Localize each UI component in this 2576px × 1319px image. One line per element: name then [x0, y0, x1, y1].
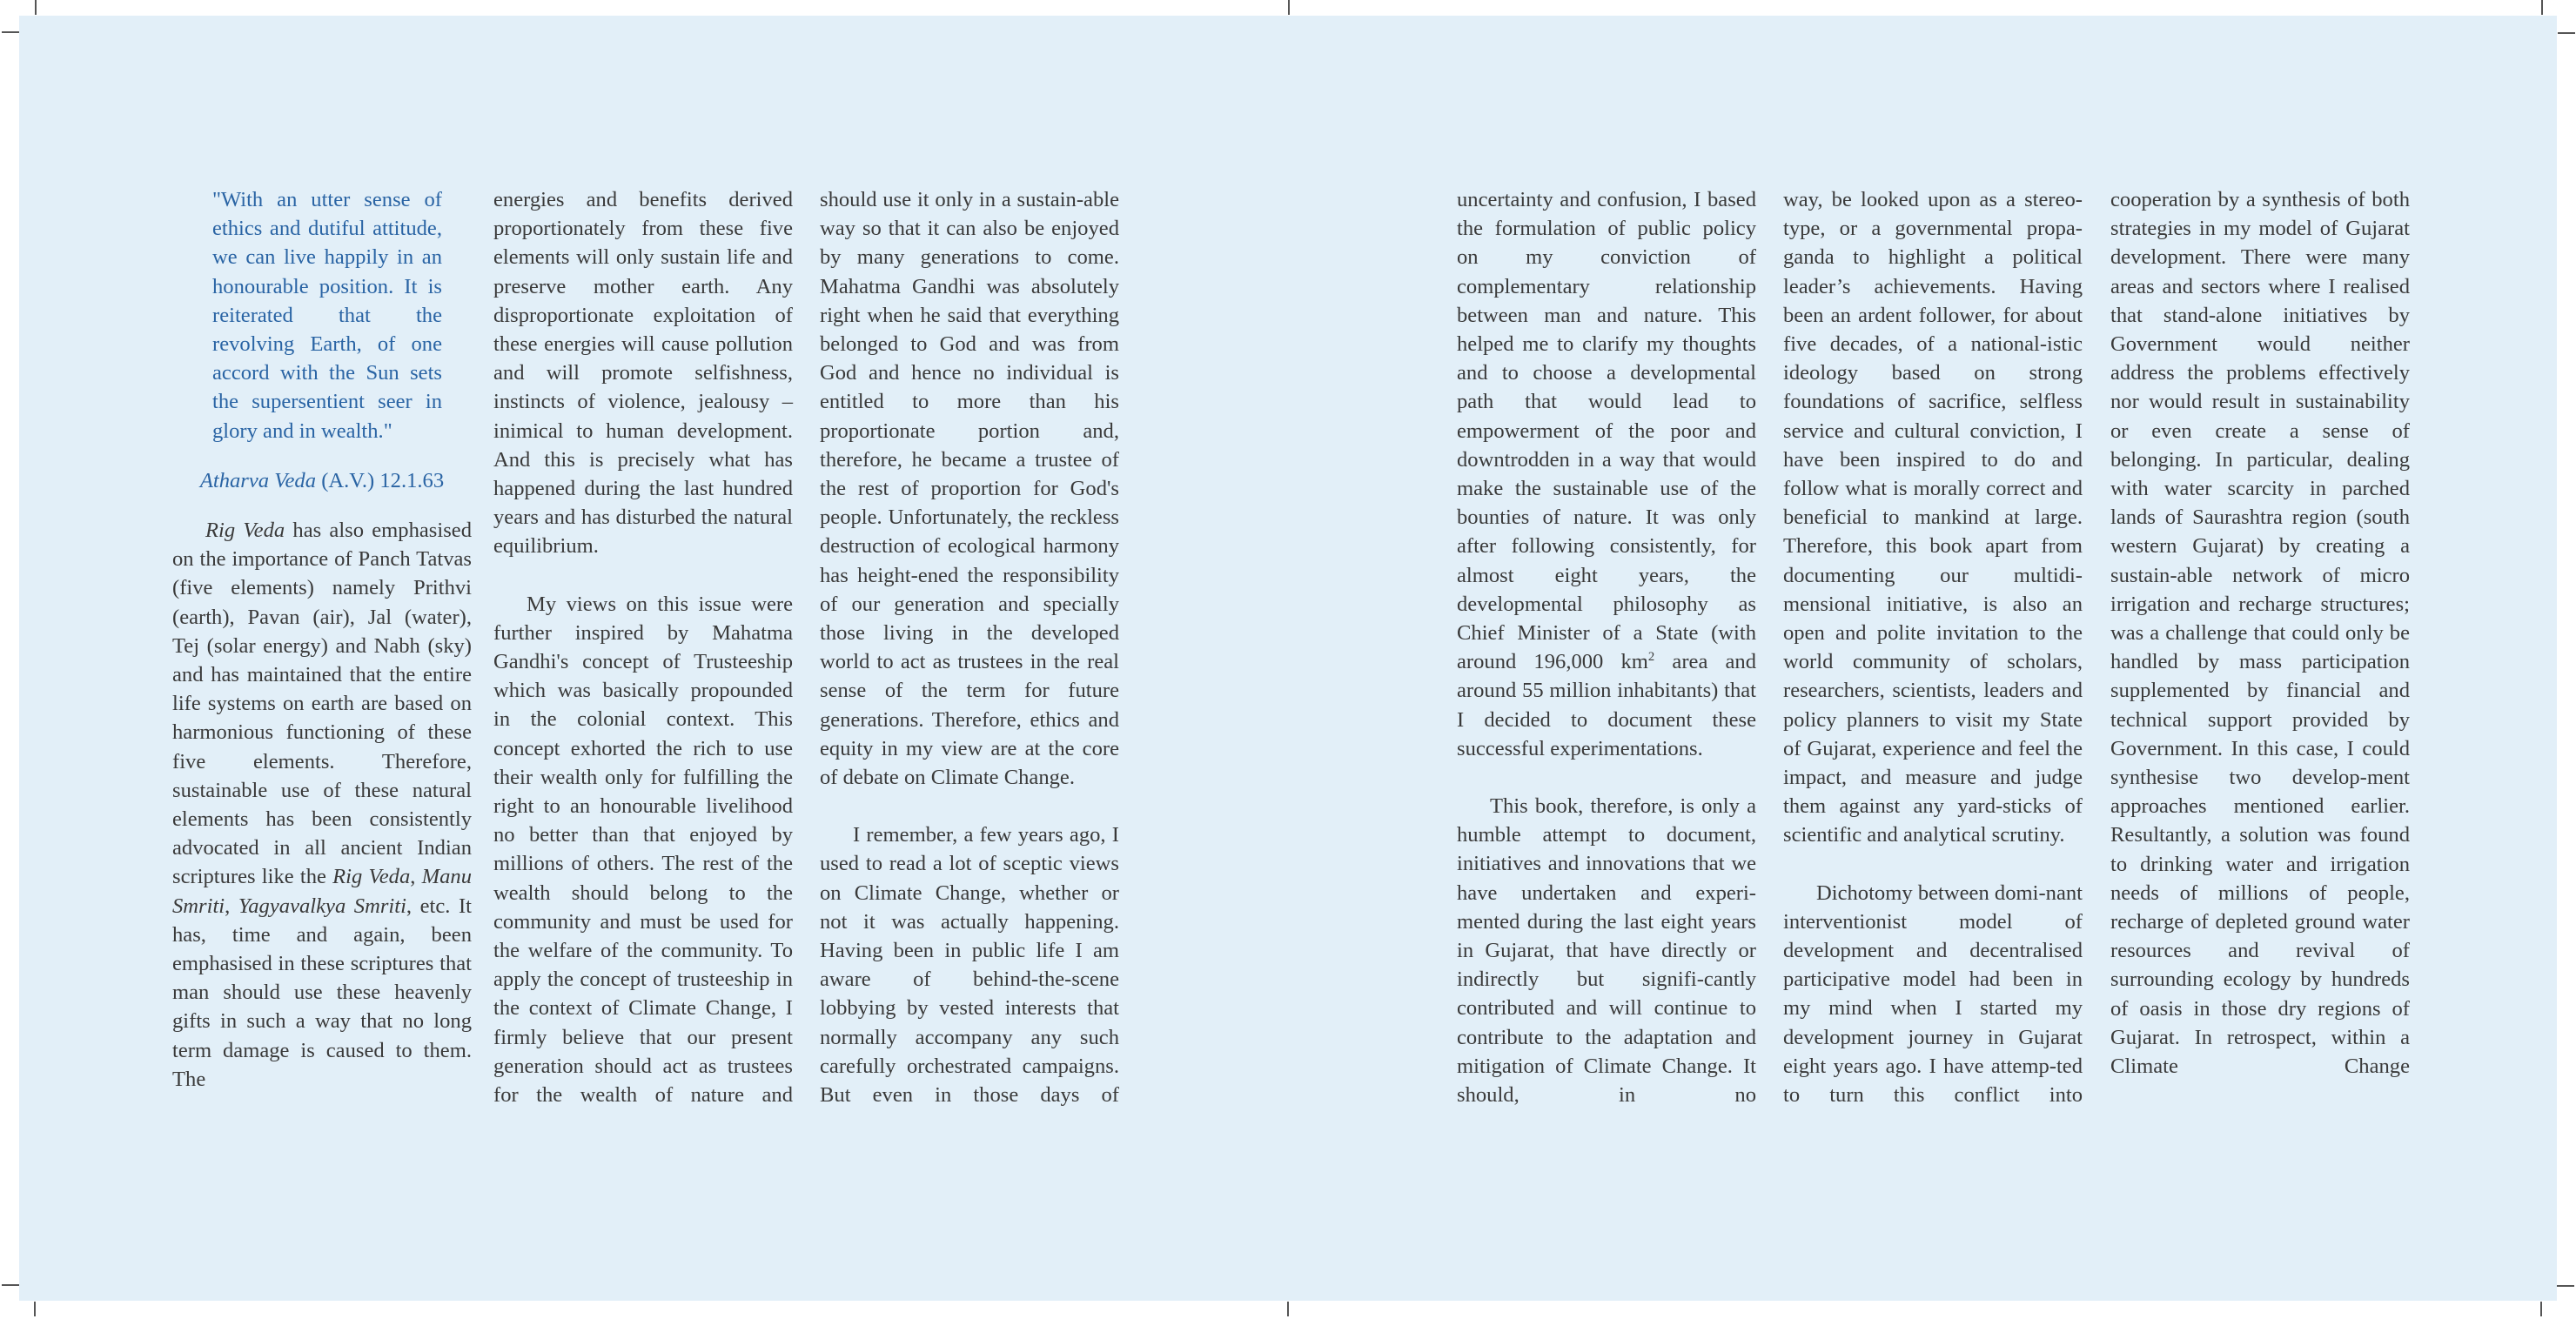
crop-mark-bottom-left-horizontal: [2, 1284, 19, 1286]
paragraph: [172, 516, 472, 1094]
italic-term: Rig Veda: [332, 865, 411, 889]
paragraph: I remember, a few years ago, I used to read a lot of sceptic views on Climate Change, whether or not it was actually happening. Having been in public life I am aware of behind-the-scene lobbying by vested interests that normally accompany any such carefully orchestrated campaigns. But even in those days of: [820, 823, 1119, 1108]
right-page-column-3: [2110, 185, 2410, 1081]
quote-source-ref: (A.V.) 12.1.63: [321, 468, 445, 492]
paragraph: [1457, 185, 1756, 763]
right-page-column-2: [1783, 185, 2083, 1109]
crop-mark-top-right-horizontal: [2558, 32, 2575, 34]
italic-term: Manu Smriti: [172, 865, 473, 918]
superscript: 2: [1647, 650, 1655, 665]
paragraph: way, be looked upon as a stereo-type, or a governmental propa-ganda to highlight a political leader’s achievements. Having been an ardent follower, for about five decades, of a national-istic ideology based on strong foundations of sacrifice, selfless service and cultural conviction, I have been inspired to do and follow what is morally correct and beneficial to mankind at large. Therefore, this book apart from documenting our multidi-mensional initiative, is also an open and polite invitation to the world community of scholars, researchers, scientists, leaders and policy planners to visit my State of Gujarat, experience and feel the impact, and measure and judge them against any yard-sticks of scientific and analytical scrutiny.: [1783, 188, 2083, 847]
crop-mark-top-center: [1288, 0, 1290, 15]
crop-mark-top-left-vertical: [35, 0, 37, 15]
crop-mark-bottom-right-horizontal: [2557, 1285, 2574, 1287]
text-run: , etc. It has, time and again, been emphasised in these scriptures that man should use these heavenly gifts in such a way that no long term damage is caused to them. The: [172, 894, 472, 1091]
crop-mark-top-left-horizontal: [2, 31, 19, 33]
text-run: ,: [225, 894, 238, 918]
text-run: uncertainty and confusion, I based the formulation of public policy on my conviction of complementary relationship between man and nature. This helped me to clarify my thoughts and to choose a developmental path that would lead to empowerment of the poor and downtrodden in a way that would make the sustainable use of the bounties of nature. It was only after following consistently, for almost eight years, the developmental philosophy as Chief Minister of a State (with around 196,000 km: [1457, 188, 1756, 674]
left-page-column-1: [172, 185, 472, 1094]
text-run: has also emphasised on the importance of Panch Tatvas (five elements) namely Prithvi (earth), Pavan (air), Jal (water), Tej (solar energy) and Nabh (sky) and has maintained that the entire life systems on earth are based on harmonious functioning of these five elements. Therefore, sustainable use of these natural elements has been consistently advocated in all ancient Indian scriptures like the: [172, 519, 472, 889]
text-run: area and around 55 million inhabitants) that I decided to document these successful experimentations.: [1457, 650, 1757, 760]
right-page-column-1: [1457, 185, 1756, 1109]
paragraph: This book, therefore, is only a humble attempt to document, initiatives and innovations that we have undertaken and experi-mented during the last eight years in Gujarat, that have directly or indirectly but signifi-cantly contributed and will continue to contribute to the adaptation and mitigation of Climate Change. It should, in no: [1457, 794, 1756, 1108]
paragraph: should use it only in a sustain-able way so that it can also be enjoyed by many generations to come. Mahatma Gandhi was absolutely right when he said that everything belonged to God and was from God and hence no individual is entitled to more than his proportionate portion and, therefore, he became a trustee of the rest of proportion for God's people. Unfortunately, the reckless destruction of ecological harmony has height-ened the responsibility of our generation and specially those living in the developed world to act as trustees in the real sense of the term for future generations. Therefore, ethics and equity in my view are at the core of debate on Climate Change.: [820, 188, 1119, 790]
quote-source-title: Atharva Veda: [199, 468, 317, 492]
crop-mark-bottom-center: [1287, 1302, 1289, 1316]
italic-term: Rig Veda: [205, 519, 285, 543]
paragraph: energies and benefits derived proportionately from these five elements will only sustain life and preserve mother earth. Any disproportionate exploitation of these energies will cause pollution and will promote selfishness, instincts of violence, jealousy – inimical to human development. And this is precisely what has happened during the last hundred years and has disturbed the natural equilibrium.: [493, 188, 793, 559]
left-page-column-2: [493, 185, 793, 1109]
paragraph: Dichotomy between domi-nant interventionist model of development and decentralised participative model had been in my mind when I started my development journey in Gujarat eight years ago. I have attemp-ted to turn this conflict into: [1783, 880, 2083, 1108]
text-run: ,: [410, 865, 422, 889]
epigraph-quote: "With an utter sense of ethics and dutiful attitude, we can live happily in an honourable position. It is reiterated that the revolving Earth, of one accord with the Sun sets the supersentient seer in glory and in wealth.": [212, 188, 442, 443]
left-page-column-3: [820, 185, 1119, 1109]
crop-mark-top-right-vertical: [2541, 0, 2543, 15]
crop-mark-bottom-left-vertical: [34, 1302, 36, 1316]
paragraph: My views on this issue were further inspired by Mahatma Gandhi's concept of Trusteeship which was basically propounded in the colonial context. This concept exhorted the rich to use their wealth only for fulfilling the right to an honourable livelihood no better than that enjoyed by millions of others. The rest of the wealth should belong to the community and must be used for the welfare of the community. To apply the concept of trusteeship in the context of Climate Change, I firmly believe that our present generation should act as trustees for the wealth of nature and: [493, 592, 793, 1108]
italic-term: Yagyavalkya Smriti: [238, 894, 406, 918]
paragraph: cooperation by a synthesis of both strategies in my model of Gujarat development. There were many areas and sectors where I realised that stand-alone initiatives by Government would neither address the problems effectively nor would result in sustainability or even create a sense of belonging. In particular, dealing with water scarcity in parched lands of Saurashtra region (south western Gujarat) by creating a sustain-able network of micro irrigation and recharge structures; was a challenge that could only be handled by mass participation supplemented by financial and technical support provided by Government. In this case, I could synthesise two develop-ment approaches mentioned earlier. Resultantly, a solution was found to drinking water and irrigation needs of millions of people, recharge of depleted ground water resources and revival of surrounding ecology by hundreds of oasis in those dry regions of Gujarat. In retrospect, within a Climate Change: [2110, 188, 2410, 1079]
epigraph-source: [172, 466, 472, 495]
crop-mark-bottom-right-vertical: [2540, 1302, 2542, 1316]
